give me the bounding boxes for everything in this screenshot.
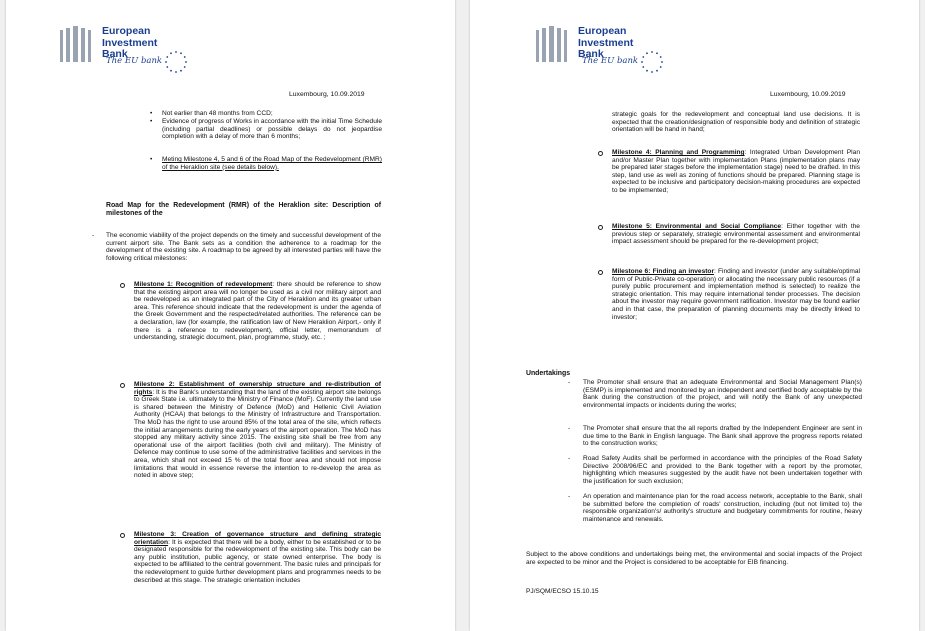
eib-logo [532,25,639,66]
milestone-1-title: Milestone 1: Recognition of redevelopment [134,281,273,288]
milestone-3 [134,531,381,584]
intro-dash: - [92,232,95,239]
undertaking-dash: - [568,379,571,386]
milestone-4 [612,149,860,195]
milestone-4-text: : Integrated Urban Development Plan and/or Master Plan together with implementation Plans (implementation plans may be prepared later stages before the implementation stage) need to be drafted. In this step, land use as well as zoning of functions should be prepared. Planning stage is expected to be inclusive and participatory decision-making procedures are expected to be implemented; [612,149,860,194]
milestone-3-continued: strategic goals for the redevelopment and conceptual land use decisions. It is expected that the creation/designation of responsible body and definition of strategic orientation will be hand in hand; [612,111,860,134]
milestone-bullet-icon [598,270,603,275]
milestone-5-text: : Either together with the previous step or separately, strategic environmental assessment and environmental impact assessment should be prepared for the re-development project; [612,223,860,246]
undertaking-dash: - [568,455,571,462]
milestone-5 [612,223,860,246]
undertaking-4: An operation and maintenance plan for the road access network, acceptable to the Bank, shall be submitted before the completion of roads' construction, including (but not limited to) the responsible organization's/ authority's structure and budgetary commitments for routine, heavy maintenance and renewals. [583,493,862,523]
undertaking-dash: - [568,493,571,500]
document-page-left [6,0,455,631]
intro-paragraph: The economic viability of the project depends on the timely and successful development of the current airport site. The Bank sets as a condition the adherence to a roadmap for the development of the existing site. A roadmap to be agreed by all interested parties will have the following critical milestones: [106,232,381,262]
milestone-1-text: : there should be reference to show that the existing airport area will no longer be used as a civil nor military airport and be redeveloped as an integrated part of the City of Heraklion and its greater urban area. This reference should indicate that the redevelopment is under the agenda of the Greek Government and the respected/related authorities. The reference can be a declaration, law (for example, the ratification law of New Heraklion Airport,- only if there is a reference to redevelopment), official letter, memorandum of understanding, strategic document, plan, programme, study, etc. ; [134,281,381,342]
undertaking-dash: - [568,425,571,432]
logo-line-2: Investment [578,36,634,49]
milestone-6-title: Milestone 6: Finding an investor [612,268,715,275]
logo-tagline: The EU bank [582,56,639,66]
milestone-bullet-icon [598,151,603,156]
logo-line-1: European [578,25,627,37]
eib-logo-bars-icon [56,26,100,64]
milestone-2 [134,381,381,480]
bullet-dot: • [150,156,153,163]
logo-line-3: Bank [102,48,128,60]
undertaking-3: Road Safety Audits shall be performed in accordance with the principles of the Road Safety Directive 2008/96/EC and provided to the Bank together with a report by the promoter, highlighting which measures suggested by the audit have not been undertaken together with the justification for such exclusion; [583,455,862,485]
date-right: Luxembourg, 10.09.2019 [770,91,846,98]
bullet-dot: • [150,110,153,117]
milestone-bullet-icon [598,225,603,230]
milestone-6-text: : Finding and investor (under any suitable/optimal form of Public-Private co-operation) or allocating the necessary public resources (if a purely public procurement and implementation method is selected) to realize the strategic orientation. This may require international tender processes. The decision about the investor may require government ratification. Investor may be found earlier and in that case, the preparation of planning documents may be directly linked to investor; [612,268,860,321]
logo-tagline: The EU bank [106,56,163,66]
undertakings-heading: Undertakings [526,370,571,377]
milestone-bullet-icon [120,533,125,538]
logo-line-2: Investment [102,36,158,49]
document-page-right [470,0,919,631]
eib-logo-bars-icon [532,26,576,64]
condition-bullet-2: Evidence of progress of Works in accordance with the initial Time Schedule (including partial deadlines) or possible delays do not jeopardise completion with a delay of more than 6 months; [162,118,382,141]
eu-stars-icon [164,50,188,74]
milestone-5-title: Milestone 5: Environmental and Social Compliance [612,223,782,230]
milestone-bullet-icon [120,383,125,388]
condition-bullet-1: Not earlier than 48 months from CCD; [162,110,273,117]
milestone-3-title: Milestone 3: Creation of governance structure and defining strategic orientation [134,531,381,546]
roadmap-heading: Road Map for the Redevelopment (RMR) of the Heraklion site: Description of milestones of the [106,202,381,218]
logo-line-1: European [102,25,151,37]
eib-logo [56,25,163,66]
milestone-2-text: : It is the Bank's understanding that the land of the existing airport site belongs to Greek State i.e. ultimately to the Ministry of Finance (MoF). Currently the land use is shared between the Ministry of Defence (MoD) and Hellenic Civil Aviation Authority (HCAA) that belongs to the Ministry of Infrastructure and Transportation. The MoD has the right to use around 85% of the total area of the site, which reflects the initial arrangements during the early years of the airport operation. The MoD has stopped any military activity since 2015. The existing site shall be free from any operational use of the airport facilities (both civil and military). The Ministry of Defence may continue to use some of the administrative facilities and services in the area, which shall not exceed 15 % of the total floor area and should not impose limitations that would in essence reverse the intention to re-develop the area as noted in above step; [134,388,381,480]
undertaking-1: The Promoter shall ensure that an adequate Environmental and Social Management Plan(s) (ESMP) is implemented and monitored by an independent and certified body acceptable by the Bank during the construction of the project, and will notify the Bank of any unexpected environmental impacts or incidents during the works; [583,379,862,409]
document-reference: PJ/SQM/ECSO 15.10.15 [526,588,599,595]
date-left: Luxembourg, 10.09.2019 [289,91,365,98]
condition-bullet-3: Meting Milestone 4, 5 and 6 of the Road Map of the Redevelopment (RMR) of the Heraklion site (see details below). [162,156,382,171]
milestone-6 [612,268,860,321]
milestone-2-title: Milestone 2: Establishment of ownership structure and re-distribution of rights [134,381,381,396]
closing-paragraph: Subject to the above conditions and undertakings being met, the environmental and social impacts of the Project are expected to be minor and the Project is considered to be acceptable for EIB financing. [526,551,862,566]
milestone-4-title: Milestone 4: Planning and Programming [612,149,745,156]
milestone-bullet-icon [120,283,125,288]
bullet-dot: • [150,118,153,125]
undertaking-2: The Promoter shall ensure that the all reports drafted by the Independent Engineer are sent in due time to the Bank in English language. The Bank shall approve the progress reports related to the construction works; [583,425,862,448]
milestone-1 [134,281,381,342]
milestone-3-text: : It is expected that there will be a body, either to be established or to be designated responsible for the redevelopment of the existing site. This body can be any public institution, public agency, or state owned enterprise. The body is expected to be affiliated to the central government. The basic rules and principals for the redevelopment to guide further development plans and programmes needs to be described at this stage. The strategic orientation includes [134,538,381,584]
logo-line-3: Bank [578,48,604,60]
eu-stars-icon [640,50,664,74]
